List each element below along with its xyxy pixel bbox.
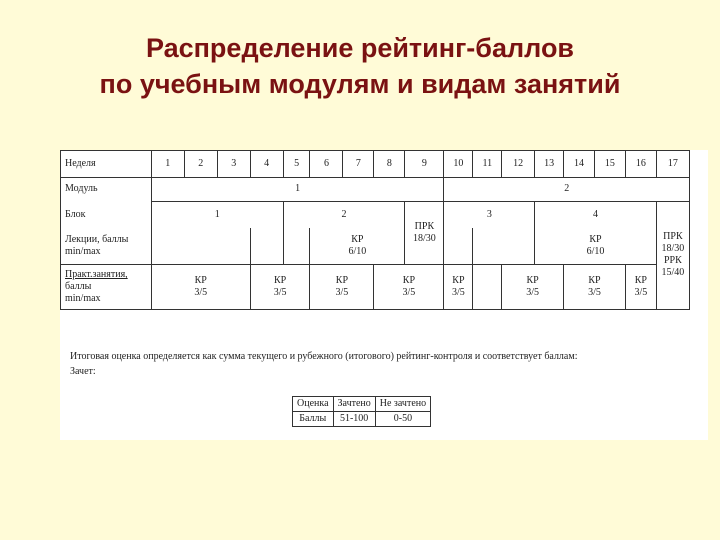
- module-label: Модуль: [61, 177, 152, 201]
- module-row: [61, 177, 690, 201]
- rating-distribution-table: [60, 150, 690, 310]
- module-cell: 1: [151, 177, 444, 201]
- grading-value-cell: 51-100: [333, 412, 375, 427]
- final-rrk-value: 15/40: [661, 267, 685, 279]
- practice-kr-cell: [250, 265, 310, 310]
- module-cell: 2: [444, 177, 690, 201]
- title-line-1: Распределение рейтинг-баллов: [145, 33, 575, 63]
- grading-header-cell: Не зачтено: [375, 397, 430, 412]
- kr-value: 3/5: [526, 287, 539, 299]
- grading-value-cell: 0-50: [375, 412, 430, 427]
- block-cell: 1: [151, 201, 283, 228]
- kr-value: 6/10: [586, 246, 605, 258]
- practice-label: [61, 265, 152, 310]
- kr-value: 3/5: [634, 287, 648, 299]
- lectures-label-line-2: min/max: [65, 246, 101, 258]
- page-title: [0, 30, 720, 102]
- lectures-empty-cell: [444, 228, 473, 265]
- practice-kr-cell: [444, 265, 473, 310]
- kr-value: 3/5: [335, 287, 349, 299]
- week-cell: 11: [473, 151, 502, 178]
- practice-empty-cell: [473, 265, 502, 310]
- final-rrk-label: РРК: [664, 255, 682, 267]
- week-cell: 15: [594, 151, 625, 178]
- week-cell: 2: [184, 151, 217, 178]
- credit-label: Зачет:: [70, 366, 96, 377]
- kr-label: КР: [402, 275, 416, 287]
- block-cell: 3: [444, 201, 535, 228]
- kr-value: 3/5: [273, 287, 287, 299]
- final-control-cell: [656, 201, 689, 309]
- grading-value-cell: Баллы: [293, 412, 334, 427]
- kr-value: 3/5: [588, 287, 601, 299]
- practice-label-line-1: Практ.занятия,: [65, 269, 128, 281]
- practice-kr-cell: [625, 265, 656, 310]
- final-prk-label: ПРК: [663, 231, 683, 243]
- kr-label: КР: [351, 234, 364, 246]
- lectures-empty-cell: [283, 228, 310, 265]
- lectures-label: [61, 228, 152, 265]
- final-prk-value: 18/30: [661, 243, 685, 255]
- practice-kr-cell: [502, 265, 564, 310]
- week-cell: 17: [656, 151, 689, 178]
- lectures-label-line-1: Лекции, баллы: [65, 234, 129, 246]
- practice-kr-cell: [374, 265, 444, 310]
- lectures-kr-cell: [535, 228, 657, 265]
- lectures-empty-cell: [473, 228, 535, 265]
- kr-label: КР: [452, 275, 465, 287]
- kr-label: КР: [589, 234, 602, 246]
- kr-label: КР: [335, 275, 349, 287]
- kr-value: 3/5: [194, 287, 208, 299]
- week-cell: 13: [535, 151, 564, 178]
- grading-note: Итоговая оценка определяется как сумма текущего и рубежного (итогового) рейтинг-контроля и соответствует баллам:: [70, 351, 578, 362]
- week-cell: 5: [283, 151, 310, 178]
- practice-label-line-2: баллы: [65, 281, 92, 293]
- week-cell: 3: [217, 151, 250, 178]
- practice-label-line-3: min/max: [65, 293, 101, 305]
- grading-header-cell: Зачтено: [333, 397, 375, 412]
- kr-label: КР: [588, 275, 601, 287]
- practice-row: [61, 265, 690, 310]
- week-label: Неделя: [61, 151, 152, 178]
- week-cell: 6: [310, 151, 343, 178]
- lectures-kr-cell: [310, 228, 405, 265]
- prk-label: ПРК: [414, 221, 435, 233]
- grading-header-cell: Оценка: [293, 397, 334, 412]
- week-cell: 7: [343, 151, 374, 178]
- week-cell: 1: [151, 151, 184, 178]
- block-cell: 4: [535, 201, 657, 228]
- week-cell: 12: [502, 151, 535, 178]
- grading-value-row: [293, 412, 431, 427]
- kr-label: КР: [273, 275, 287, 287]
- week-cell: 16: [625, 151, 656, 178]
- document-sheet: [60, 150, 708, 440]
- week-cell: 4: [250, 151, 283, 178]
- kr-label: КР: [194, 275, 207, 287]
- block-cell: 2: [283, 201, 405, 228]
- prk-cell: [405, 201, 444, 264]
- prk-value: 18/30: [412, 233, 436, 245]
- kr-label: КР: [634, 275, 647, 287]
- week-cell: 8: [374, 151, 405, 178]
- week-cell: 9: [405, 151, 444, 178]
- kr-value: 3/5: [402, 287, 416, 299]
- kr-value: 3/5: [452, 287, 465, 299]
- block-row: [61, 201, 690, 228]
- week-cell: 14: [564, 151, 595, 178]
- grading-header-row: [293, 397, 431, 412]
- week-row: [61, 151, 690, 178]
- kr-value: 6/10: [348, 246, 367, 258]
- lectures-row: [61, 228, 690, 265]
- grading-table: [292, 396, 431, 427]
- title-line-2: по учебным модулям и видам занятий: [99, 69, 621, 99]
- practice-kr-cell: [151, 265, 250, 310]
- practice-kr-cell: [310, 265, 374, 310]
- lectures-empty-cell: [151, 228, 250, 265]
- week-cell: 10: [444, 151, 473, 178]
- block-label: Блок: [61, 201, 152, 228]
- kr-label: КР: [526, 275, 539, 287]
- practice-kr-cell: [564, 265, 626, 310]
- lectures-empty-cell: [250, 228, 283, 265]
